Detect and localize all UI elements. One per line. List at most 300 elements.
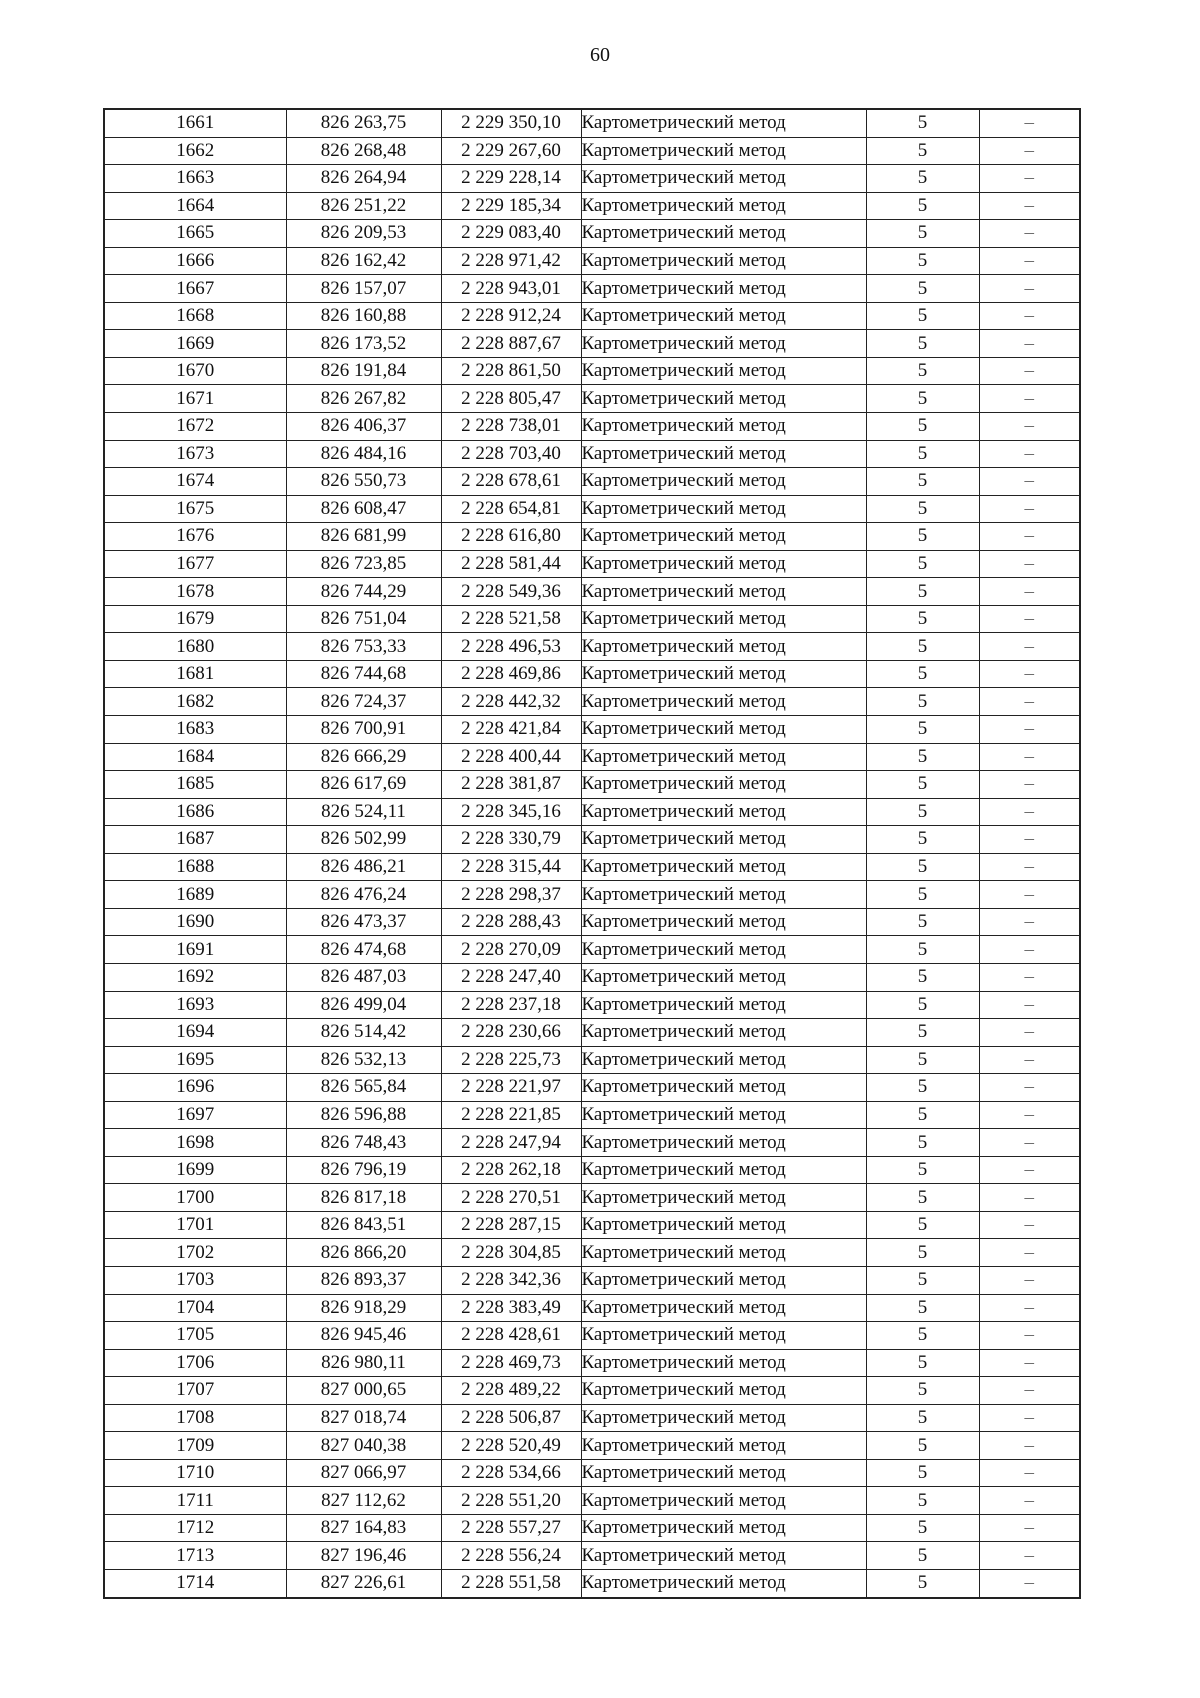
precision-cell: 5 — [866, 468, 979, 496]
y-coordinate-cell: 2 228 237,18 — [441, 991, 581, 1019]
y-coordinate-cell: 2 228 230,66 — [441, 1019, 581, 1047]
method-cell: Картометрический метод — [581, 385, 866, 413]
description-cell: – — [979, 247, 1080, 275]
point-number-cell: 1702 — [104, 1239, 286, 1267]
x-coordinate-cell: 826 700,91 — [286, 716, 441, 744]
table-row — [104, 330, 1080, 358]
table-row — [104, 1266, 1080, 1294]
method-cell: Картометрический метод — [581, 550, 866, 578]
description-cell: – — [979, 660, 1080, 688]
method-cell: Картометрический метод — [581, 302, 866, 330]
x-coordinate-cell: 826 681,99 — [286, 523, 441, 551]
table-row — [104, 1349, 1080, 1377]
description-cell: – — [979, 302, 1080, 330]
description-cell: – — [979, 936, 1080, 964]
x-coordinate-cell: 826 532,13 — [286, 1046, 441, 1074]
point-number-cell: 1665 — [104, 220, 286, 248]
method-cell: Картометрический метод — [581, 247, 866, 275]
table-row — [104, 660, 1080, 688]
precision-cell: 5 — [866, 1569, 979, 1597]
y-coordinate-cell: 2 228 506,87 — [441, 1404, 581, 1432]
description-cell: – — [979, 1239, 1080, 1267]
description-cell: – — [979, 908, 1080, 936]
y-coordinate-cell: 2 228 383,49 — [441, 1294, 581, 1322]
point-number-cell: 1704 — [104, 1294, 286, 1322]
precision-cell: 5 — [866, 991, 979, 1019]
point-number-cell: 1662 — [104, 137, 286, 165]
description-cell: – — [979, 991, 1080, 1019]
y-coordinate-cell: 2 228 428,61 — [441, 1322, 581, 1350]
x-coordinate-cell: 826 157,07 — [286, 275, 441, 303]
point-number-cell: 1690 — [104, 908, 286, 936]
method-cell: Картометрический метод — [581, 413, 866, 441]
x-coordinate-cell: 827 000,65 — [286, 1377, 441, 1405]
description-cell: – — [979, 716, 1080, 744]
description-cell: – — [979, 633, 1080, 661]
table-row — [104, 771, 1080, 799]
x-coordinate-cell: 826 866,20 — [286, 1239, 441, 1267]
method-cell: Картометрический метод — [581, 1542, 866, 1570]
method-cell: Картометрический метод — [581, 137, 866, 165]
method-cell: Картометрический метод — [581, 881, 866, 909]
y-coordinate-cell: 2 228 943,01 — [441, 275, 581, 303]
y-coordinate-cell: 2 228 489,22 — [441, 1377, 581, 1405]
point-number-cell: 1675 — [104, 495, 286, 523]
table-row — [104, 165, 1080, 193]
method-cell: Картометрический метод — [581, 798, 866, 826]
y-coordinate-cell: 2 228 469,73 — [441, 1349, 581, 1377]
point-number-cell: 1682 — [104, 688, 286, 716]
description-cell: – — [979, 220, 1080, 248]
description-cell: – — [979, 853, 1080, 881]
description-cell: – — [979, 165, 1080, 193]
x-coordinate-cell: 826 753,33 — [286, 633, 441, 661]
table-row — [104, 716, 1080, 744]
point-number-cell: 1688 — [104, 853, 286, 881]
x-coordinate-cell: 826 843,51 — [286, 1211, 441, 1239]
description-cell: – — [979, 550, 1080, 578]
precision-cell: 5 — [866, 660, 979, 688]
point-number-cell: 1687 — [104, 826, 286, 854]
point-number-cell: 1712 — [104, 1514, 286, 1542]
table-row — [104, 357, 1080, 385]
point-number-cell: 1689 — [104, 881, 286, 909]
precision-cell: 5 — [866, 826, 979, 854]
precision-cell: 5 — [866, 1514, 979, 1542]
method-cell: Картометрический метод — [581, 357, 866, 385]
precision-cell: 5 — [866, 302, 979, 330]
method-cell: Картометрический метод — [581, 633, 866, 661]
description-cell: – — [979, 1514, 1080, 1542]
x-coordinate-cell: 827 226,61 — [286, 1569, 441, 1597]
point-number-cell: 1674 — [104, 468, 286, 496]
point-number-cell: 1699 — [104, 1156, 286, 1184]
method-cell: Картометрический метод — [581, 1487, 866, 1515]
y-coordinate-cell: 2 228 469,86 — [441, 660, 581, 688]
table-row — [104, 743, 1080, 771]
precision-cell: 5 — [866, 1377, 979, 1405]
description-cell: – — [979, 495, 1080, 523]
y-coordinate-cell: 2 228 221,85 — [441, 1101, 581, 1129]
x-coordinate-cell: 826 980,11 — [286, 1349, 441, 1377]
point-number-cell: 1677 — [104, 550, 286, 578]
precision-cell: 5 — [866, 1322, 979, 1350]
method-cell: Картометрический метод — [581, 826, 866, 854]
y-coordinate-cell: 2 228 247,94 — [441, 1129, 581, 1157]
point-number-cell: 1707 — [104, 1377, 286, 1405]
table-row — [104, 881, 1080, 909]
table-row — [104, 220, 1080, 248]
table-row — [104, 1459, 1080, 1487]
method-cell: Картометрический метод — [581, 275, 866, 303]
method-cell: Картометрический метод — [581, 963, 866, 991]
y-coordinate-cell: 2 228 861,50 — [441, 357, 581, 385]
method-cell: Картометрический метод — [581, 1156, 866, 1184]
precision-cell: 5 — [866, 440, 979, 468]
x-coordinate-cell: 826 918,29 — [286, 1294, 441, 1322]
y-coordinate-cell: 2 228 971,42 — [441, 247, 581, 275]
precision-cell: 5 — [866, 633, 979, 661]
table-row — [104, 1487, 1080, 1515]
method-cell: Картометрический метод — [581, 1432, 866, 1460]
table-row — [104, 109, 1080, 137]
x-coordinate-cell: 826 744,68 — [286, 660, 441, 688]
method-cell: Картометрический метод — [581, 1211, 866, 1239]
x-coordinate-cell: 826 191,84 — [286, 357, 441, 385]
description-cell: – — [979, 440, 1080, 468]
precision-cell: 5 — [866, 357, 979, 385]
x-coordinate-cell: 827 040,38 — [286, 1432, 441, 1460]
y-coordinate-cell: 2 228 678,61 — [441, 468, 581, 496]
table-row — [104, 413, 1080, 441]
table-row — [104, 468, 1080, 496]
description-cell: – — [979, 1266, 1080, 1294]
description-cell: – — [979, 192, 1080, 220]
point-number-cell: 1683 — [104, 716, 286, 744]
method-cell: Картометрический метод — [581, 1266, 866, 1294]
description-cell: – — [979, 1459, 1080, 1487]
x-coordinate-cell: 827 164,83 — [286, 1514, 441, 1542]
x-coordinate-cell: 826 723,85 — [286, 550, 441, 578]
method-cell: Картометрический метод — [581, 220, 866, 248]
y-coordinate-cell: 2 228 703,40 — [441, 440, 581, 468]
point-number-cell: 1709 — [104, 1432, 286, 1460]
y-coordinate-cell: 2 228 342,36 — [441, 1266, 581, 1294]
table-row — [104, 853, 1080, 881]
table-row — [104, 1019, 1080, 1047]
x-coordinate-cell: 826 264,94 — [286, 165, 441, 193]
method-cell: Картометрический метод — [581, 1514, 866, 1542]
precision-cell: 5 — [866, 1156, 979, 1184]
coordinates-table — [103, 108, 1081, 1599]
method-cell: Картометрический метод — [581, 1239, 866, 1267]
y-coordinate-cell: 2 228 442,32 — [441, 688, 581, 716]
point-number-cell: 1691 — [104, 936, 286, 964]
table-row — [104, 826, 1080, 854]
description-cell: – — [979, 357, 1080, 385]
table-row — [104, 578, 1080, 606]
x-coordinate-cell: 826 484,16 — [286, 440, 441, 468]
precision-cell: 5 — [866, 275, 979, 303]
description-cell: – — [979, 798, 1080, 826]
description-cell: – — [979, 468, 1080, 496]
point-number-cell: 1710 — [104, 1459, 286, 1487]
point-number-cell: 1678 — [104, 578, 286, 606]
y-coordinate-cell: 2 228 287,15 — [441, 1211, 581, 1239]
x-coordinate-cell: 826 473,37 — [286, 908, 441, 936]
precision-cell: 5 — [866, 1101, 979, 1129]
point-number-cell: 1672 — [104, 413, 286, 441]
precision-cell: 5 — [866, 1404, 979, 1432]
point-number-cell: 1668 — [104, 302, 286, 330]
point-number-cell: 1679 — [104, 605, 286, 633]
table-row — [104, 1129, 1080, 1157]
table-row — [104, 1074, 1080, 1102]
y-coordinate-cell: 2 229 228,14 — [441, 165, 581, 193]
precision-cell: 5 — [866, 1184, 979, 1212]
method-cell: Картометрический метод — [581, 1569, 866, 1597]
y-coordinate-cell: 2 228 556,24 — [441, 1542, 581, 1570]
table-row — [104, 1514, 1080, 1542]
y-coordinate-cell: 2 229 083,40 — [441, 220, 581, 248]
x-coordinate-cell: 826 267,82 — [286, 385, 441, 413]
point-number-cell: 1670 — [104, 357, 286, 385]
method-cell: Картометрический метод — [581, 330, 866, 358]
method-cell: Картометрический метод — [581, 440, 866, 468]
y-coordinate-cell: 2 228 345,16 — [441, 798, 581, 826]
method-cell: Картометрический метод — [581, 1294, 866, 1322]
point-number-cell: 1705 — [104, 1322, 286, 1350]
y-coordinate-cell: 2 228 738,01 — [441, 413, 581, 441]
point-number-cell: 1708 — [104, 1404, 286, 1432]
y-coordinate-cell: 2 228 551,58 — [441, 1569, 581, 1597]
point-number-cell: 1669 — [104, 330, 286, 358]
table-row — [104, 1569, 1080, 1597]
precision-cell: 5 — [866, 1266, 979, 1294]
y-coordinate-cell: 2 228 400,44 — [441, 743, 581, 771]
precision-cell: 5 — [866, 220, 979, 248]
description-cell: – — [979, 826, 1080, 854]
x-coordinate-cell: 826 817,18 — [286, 1184, 441, 1212]
x-coordinate-cell: 827 018,74 — [286, 1404, 441, 1432]
description-cell: – — [979, 688, 1080, 716]
precision-cell: 5 — [866, 330, 979, 358]
x-coordinate-cell: 826 476,24 — [286, 881, 441, 909]
description-cell: – — [979, 1377, 1080, 1405]
table-row — [104, 991, 1080, 1019]
table-row — [104, 192, 1080, 220]
y-coordinate-cell: 2 228 496,53 — [441, 633, 581, 661]
method-cell: Картометрический метод — [581, 495, 866, 523]
table-row — [104, 1184, 1080, 1212]
x-coordinate-cell: 826 486,21 — [286, 853, 441, 881]
point-number-cell: 1680 — [104, 633, 286, 661]
method-cell: Картометрический метод — [581, 523, 866, 551]
table-row — [104, 1432, 1080, 1460]
table-row — [104, 633, 1080, 661]
precision-cell: 5 — [866, 1211, 979, 1239]
x-coordinate-cell: 826 162,42 — [286, 247, 441, 275]
table-row — [104, 1046, 1080, 1074]
description-cell: – — [979, 1184, 1080, 1212]
point-number-cell: 1671 — [104, 385, 286, 413]
description-cell: – — [979, 1569, 1080, 1597]
method-cell: Картометрический метод — [581, 605, 866, 633]
method-cell: Картометрический метод — [581, 1074, 866, 1102]
table-row — [104, 688, 1080, 716]
y-coordinate-cell: 2 228 551,20 — [441, 1487, 581, 1515]
x-coordinate-cell: 826 945,46 — [286, 1322, 441, 1350]
description-cell: – — [979, 605, 1080, 633]
precision-cell: 5 — [866, 1542, 979, 1570]
x-coordinate-cell: 826 744,29 — [286, 578, 441, 606]
method-cell: Картометрический метод — [581, 743, 866, 771]
y-coordinate-cell: 2 228 247,40 — [441, 963, 581, 991]
point-number-cell: 1692 — [104, 963, 286, 991]
precision-cell: 5 — [866, 1074, 979, 1102]
method-cell: Картометрический метод — [581, 1322, 866, 1350]
table-row — [104, 798, 1080, 826]
precision-cell: 5 — [866, 385, 979, 413]
table-row — [104, 1156, 1080, 1184]
y-coordinate-cell: 2 228 581,44 — [441, 550, 581, 578]
point-number-cell: 1684 — [104, 743, 286, 771]
description-cell: – — [979, 1542, 1080, 1570]
precision-cell: 5 — [866, 908, 979, 936]
description-cell: – — [979, 137, 1080, 165]
y-coordinate-cell: 2 228 298,37 — [441, 881, 581, 909]
precision-cell: 5 — [866, 881, 979, 909]
precision-cell: 5 — [866, 743, 979, 771]
precision-cell: 5 — [866, 605, 979, 633]
precision-cell: 5 — [866, 523, 979, 551]
page-number: 60 — [590, 44, 610, 66]
description-cell: – — [979, 523, 1080, 551]
x-coordinate-cell: 826 474,68 — [286, 936, 441, 964]
description-cell: – — [979, 1019, 1080, 1047]
y-coordinate-cell: 2 228 520,49 — [441, 1432, 581, 1460]
precision-cell: 5 — [866, 1487, 979, 1515]
point-number-cell: 1703 — [104, 1266, 286, 1294]
method-cell: Картометрический метод — [581, 936, 866, 964]
y-coordinate-cell: 2 229 185,34 — [441, 192, 581, 220]
method-cell: Картометрический метод — [581, 192, 866, 220]
point-number-cell: 1673 — [104, 440, 286, 468]
point-number-cell: 1663 — [104, 165, 286, 193]
y-coordinate-cell: 2 228 805,47 — [441, 385, 581, 413]
y-coordinate-cell: 2 228 616,80 — [441, 523, 581, 551]
y-coordinate-cell: 2 228 221,97 — [441, 1074, 581, 1102]
x-coordinate-cell: 826 748,43 — [286, 1129, 441, 1157]
table-row — [104, 440, 1080, 468]
precision-cell: 5 — [866, 1129, 979, 1157]
point-number-cell: 1695 — [104, 1046, 286, 1074]
table-row — [104, 137, 1080, 165]
description-cell: – — [979, 275, 1080, 303]
precision-cell: 5 — [866, 1432, 979, 1460]
method-cell: Картометрический метод — [581, 908, 866, 936]
table-row — [104, 908, 1080, 936]
point-number-cell: 1686 — [104, 798, 286, 826]
x-coordinate-cell: 826 487,03 — [286, 963, 441, 991]
description-cell: – — [979, 1129, 1080, 1157]
description-cell: – — [979, 771, 1080, 799]
y-coordinate-cell: 2 228 534,66 — [441, 1459, 581, 1487]
table-row — [104, 1377, 1080, 1405]
description-cell: – — [979, 1101, 1080, 1129]
point-number-cell: 1694 — [104, 1019, 286, 1047]
x-coordinate-cell: 826 209,53 — [286, 220, 441, 248]
y-coordinate-cell: 2 229 267,60 — [441, 137, 581, 165]
method-cell: Картометрический метод — [581, 716, 866, 744]
description-cell: – — [979, 963, 1080, 991]
description-cell: – — [979, 1046, 1080, 1074]
description-cell: – — [979, 413, 1080, 441]
point-number-cell: 1681 — [104, 660, 286, 688]
precision-cell: 5 — [866, 192, 979, 220]
table-row — [104, 275, 1080, 303]
description-cell: – — [979, 1294, 1080, 1322]
precision-cell: 5 — [866, 1239, 979, 1267]
x-coordinate-cell: 826 502,99 — [286, 826, 441, 854]
table-row — [104, 247, 1080, 275]
table-row — [104, 1294, 1080, 1322]
point-number-cell: 1697 — [104, 1101, 286, 1129]
y-coordinate-cell: 2 228 654,81 — [441, 495, 581, 523]
description-cell: – — [979, 743, 1080, 771]
method-cell: Картометрический метод — [581, 1019, 866, 1047]
point-number-cell: 1664 — [104, 192, 286, 220]
method-cell: Картометрический метод — [581, 109, 866, 137]
y-coordinate-cell: 2 228 262,18 — [441, 1156, 581, 1184]
x-coordinate-cell: 826 550,73 — [286, 468, 441, 496]
description-cell: – — [979, 1349, 1080, 1377]
method-cell: Картометрический метод — [581, 660, 866, 688]
point-number-cell: 1700 — [104, 1184, 286, 1212]
method-cell: Картометрический метод — [581, 1129, 866, 1157]
description-cell: – — [979, 330, 1080, 358]
precision-cell: 5 — [866, 550, 979, 578]
method-cell: Картометрический метод — [581, 1046, 866, 1074]
method-cell: Картометрический метод — [581, 1184, 866, 1212]
method-cell: Картометрический метод — [581, 165, 866, 193]
x-coordinate-cell: 826 596,88 — [286, 1101, 441, 1129]
y-coordinate-cell: 2 228 549,36 — [441, 578, 581, 606]
table-row — [104, 936, 1080, 964]
table-row — [104, 1211, 1080, 1239]
description-cell: – — [979, 1322, 1080, 1350]
table-row — [104, 385, 1080, 413]
precision-cell: 5 — [866, 688, 979, 716]
table-row — [104, 605, 1080, 633]
table-row — [104, 1542, 1080, 1570]
method-cell: Картометрический метод — [581, 1349, 866, 1377]
precision-cell: 5 — [866, 1046, 979, 1074]
description-cell: – — [979, 1211, 1080, 1239]
x-coordinate-cell: 826 565,84 — [286, 1074, 441, 1102]
precision-cell: 5 — [866, 247, 979, 275]
x-coordinate-cell: 826 617,69 — [286, 771, 441, 799]
description-cell: – — [979, 881, 1080, 909]
method-cell: Картометрический метод — [581, 1404, 866, 1432]
table-row — [104, 550, 1080, 578]
y-coordinate-cell: 2 228 270,09 — [441, 936, 581, 964]
table-row — [104, 1322, 1080, 1350]
y-coordinate-cell: 2 228 557,27 — [441, 1514, 581, 1542]
table-row — [104, 1239, 1080, 1267]
method-cell: Картометрический метод — [581, 1459, 866, 1487]
precision-cell: 5 — [866, 413, 979, 441]
